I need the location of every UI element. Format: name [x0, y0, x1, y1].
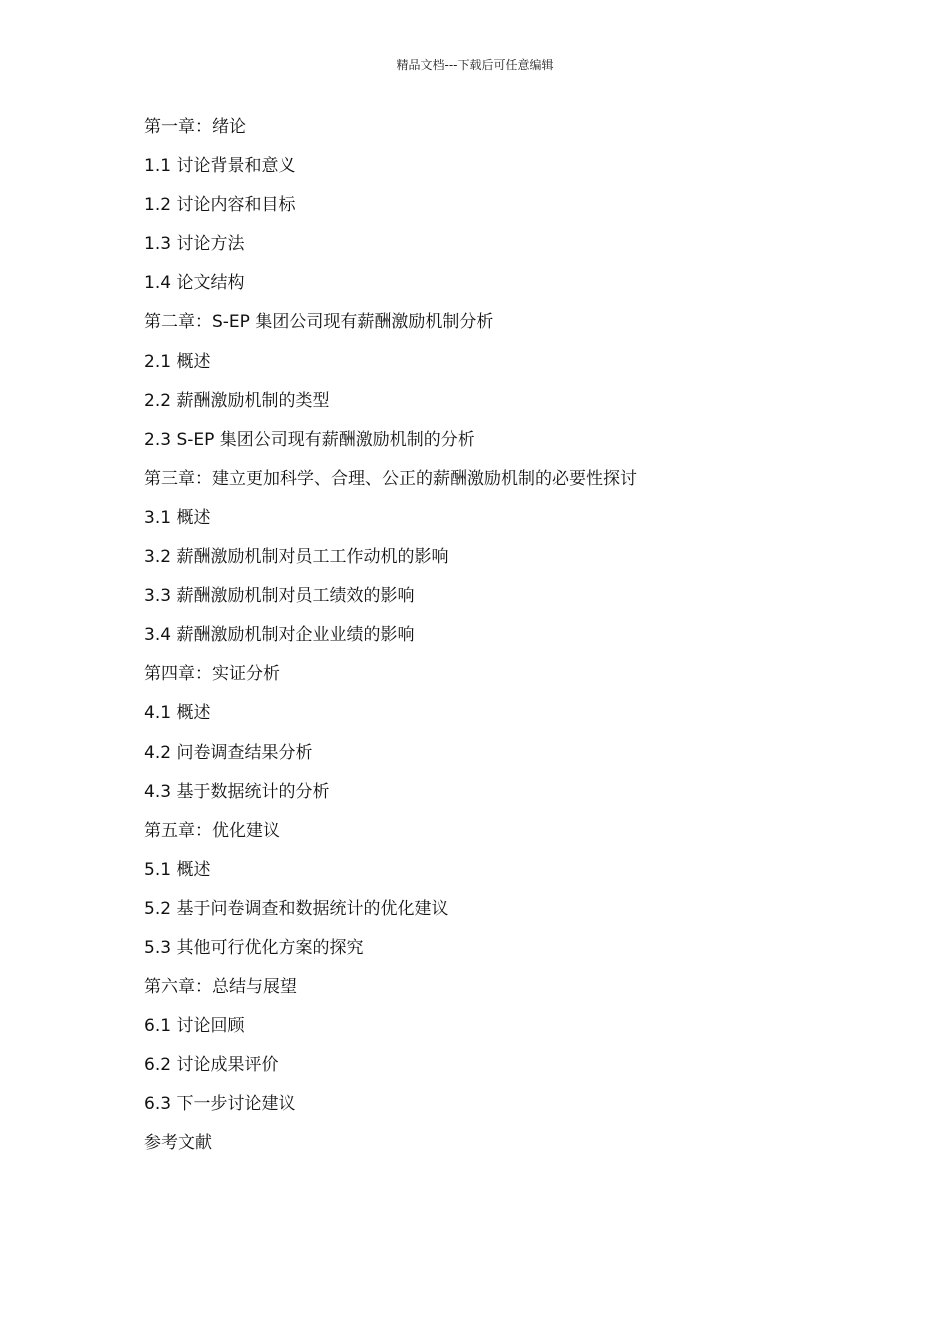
toc-references: 参考文献 — [144, 1133, 212, 1154]
toc-chapter-2: 第二章：S-EP 集团公司现有薪酬激励机制分析 — [144, 312, 494, 333]
toc-section-5-2: 5.2 基于问卷调查和数据统计的优化建议 — [144, 898, 449, 919]
toc-chapter-6: 第六章：总结与展望 — [144, 977, 297, 998]
toc-section-1-2: 1.2 讨论内容和目标 — [144, 195, 296, 216]
page-header: 精品文档---下载后可任意编辑 — [396, 58, 554, 72]
toc-section-3-3: 3.3 薪酬激励机制对员工绩效的影响 — [144, 586, 415, 607]
toc-chapter-5: 第五章：优化建议 — [144, 820, 280, 841]
toc-section-2-3: 2.3 S-EP 集团公司现有薪酬激励机制的分析 — [144, 429, 475, 450]
toc-section-4-1: 4.1 概述 — [144, 703, 211, 724]
toc-section-6-3: 6.3 下一步讨论建议 — [144, 1094, 296, 1115]
toc-section-1-1: 1.1 讨论背景和意义 — [144, 156, 296, 177]
toc-section-6-1: 6.1 讨论回顾 — [144, 1016, 245, 1037]
toc-section-4-3: 4.3 基于数据统计的分析 — [144, 781, 330, 802]
toc-section-6-2: 6.2 讨论成果评价 — [144, 1055, 279, 1076]
toc-section-3-2: 3.2 薪酬激励机制对员工工作动机的影响 — [144, 547, 449, 568]
table-of-contents — [144, 115, 844, 1171]
toc-section-1-3: 1.3 讨论方法 — [144, 234, 245, 255]
toc-section-3-4: 3.4 薪酬激励机制对企业业绩的影响 — [144, 625, 415, 646]
toc-section-2-1: 2.1 概述 — [144, 351, 211, 372]
toc-section-2-2: 2.2 薪酬激励机制的类型 — [144, 390, 330, 411]
toc-section-5-1: 5.1 概述 — [144, 859, 211, 880]
toc-section-5-3: 5.3 其他可行优化方案的探究 — [144, 937, 364, 958]
toc-section-4-2: 4.2 问卷调查结果分析 — [144, 742, 313, 763]
toc-chapter-3: 第三章：建立更加科学、合理、公正的薪酬激励机制的必要性探讨 — [144, 468, 637, 489]
toc-chapter-4: 第四章：实证分析 — [144, 664, 280, 685]
toc-chapter-1: 第一章：绪论 — [144, 117, 246, 137]
toc-section-1-4: 1.4 论文结构 — [144, 273, 245, 294]
toc-section-3-1: 3.1 概述 — [144, 507, 211, 528]
